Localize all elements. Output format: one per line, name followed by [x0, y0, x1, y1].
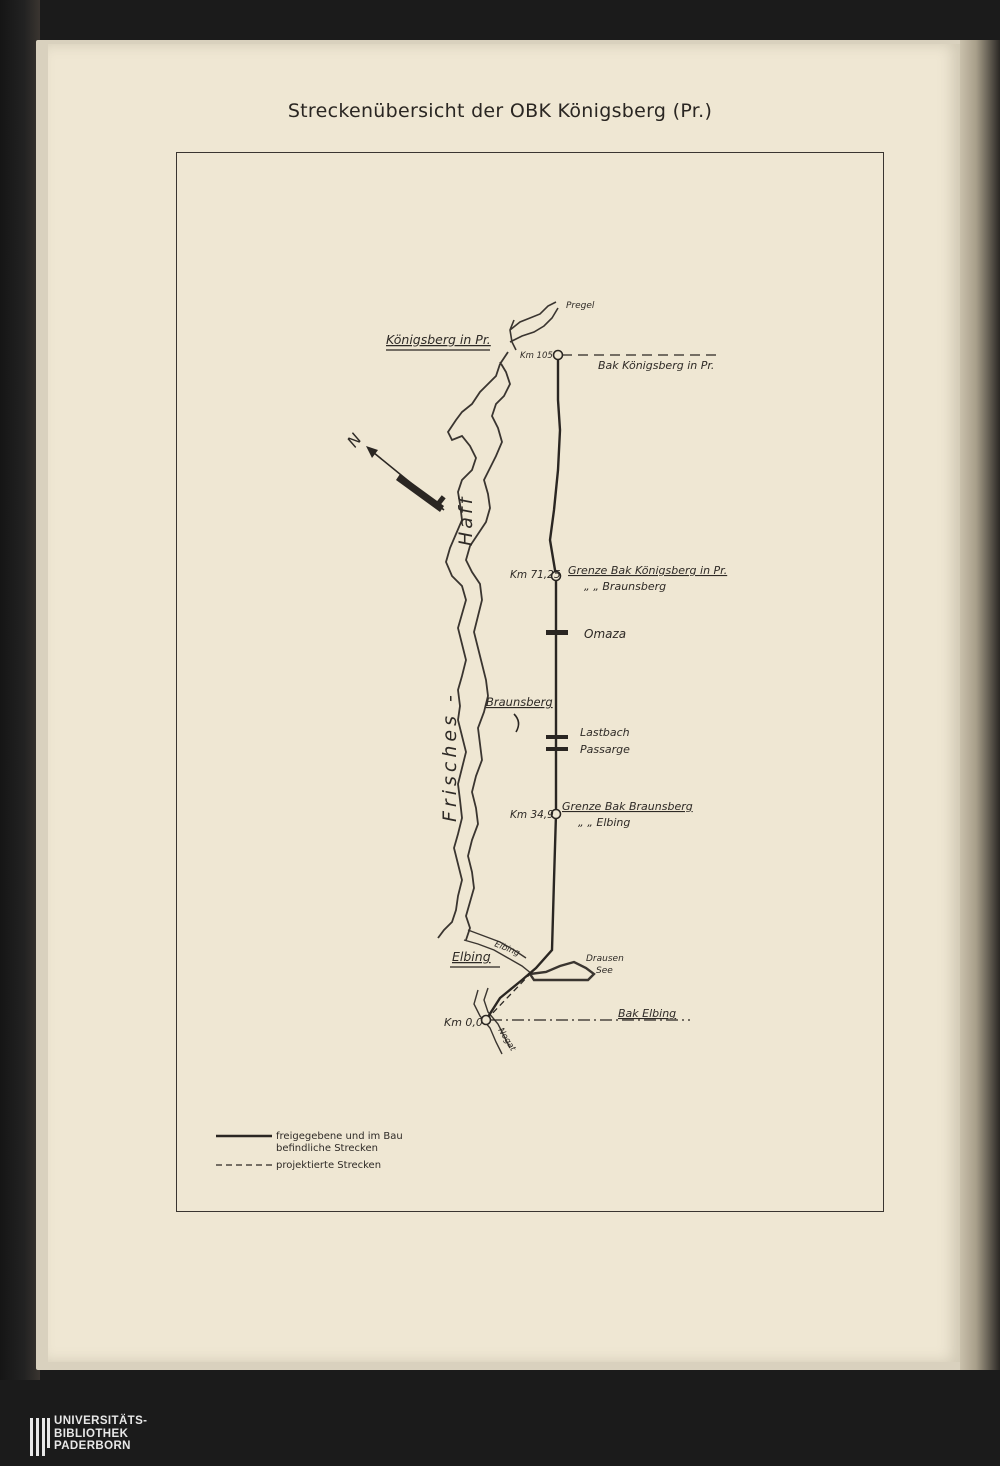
- north-arrow-head: [366, 446, 378, 458]
- river-elbing: Elbing: [492, 939, 521, 959]
- route-lastbach: Lastbach: [580, 726, 630, 739]
- crossing-omaza: [546, 630, 568, 635]
- place-elbing: Elbing: [452, 949, 491, 964]
- crossing-passarge: [546, 747, 568, 751]
- river-nogat: Nogat: [495, 1026, 518, 1054]
- library-line-3: PADERBORN: [54, 1440, 131, 1452]
- place-drausen-1: Drausen: [586, 954, 624, 964]
- km-label-105: Km 105: [520, 351, 553, 361]
- route-passarge: Passarge: [580, 743, 630, 756]
- legend-solid-label-1: freigegebene und im Bau: [276, 1131, 403, 1142]
- km-label-0: Km 0,0: [444, 1016, 483, 1029]
- haff-label: Haff: [455, 494, 477, 546]
- library-logo-text: [54, 1415, 147, 1453]
- library-line-1: UNIVERSITÄTS-: [54, 1415, 148, 1427]
- place-drausen-2: See: [596, 966, 613, 976]
- crossing-lastbach: [546, 735, 568, 739]
- library-line-2: BIBLIOTHEK: [54, 1427, 129, 1440]
- route-grenze-2a: Grenze Bak Braunsberg: [562, 800, 693, 813]
- legend-solid-label-2: befindliche Strecken: [276, 1143, 378, 1154]
- route-grenze-1a: Grenze Bak Königsberg in Pr.: [568, 564, 728, 577]
- km-label-34: Km 34,9: [510, 809, 554, 821]
- place-koenigsberg: Königsberg in Pr.: [386, 332, 491, 347]
- station-km105: [554, 351, 563, 360]
- frisches-label: Frisches -: [439, 691, 461, 822]
- library-logo-icon: [30, 1418, 50, 1456]
- km-label-71: Km 71,25: [510, 569, 561, 581]
- braunsberg-symbol: [514, 714, 519, 732]
- place-braunsberg: Braunsberg: [486, 695, 553, 709]
- page-title: Streckenübersicht der OBK Königsberg (Pr.): [287, 100, 713, 122]
- route-grenze-1b: „ „ Braunsberg: [584, 580, 667, 593]
- place-pregel: Pregel: [566, 301, 595, 311]
- pregel-river: [510, 302, 558, 350]
- route-grenze-2b: „ „ Elbing: [578, 816, 631, 829]
- projected-drausen-link: [486, 972, 532, 1020]
- scan-footer: [0, 1380, 1000, 1466]
- route-bak-elbing: Bak Elbing: [618, 1007, 677, 1020]
- route-omaza: Omaza: [584, 627, 627, 641]
- north-label: N: [343, 429, 366, 451]
- haff-coastline: [438, 352, 510, 940]
- legend-dashed-label: projektierte Strecken: [276, 1160, 382, 1171]
- route-bak-koenigsberg: Bak Königsberg in Pr.: [598, 359, 715, 372]
